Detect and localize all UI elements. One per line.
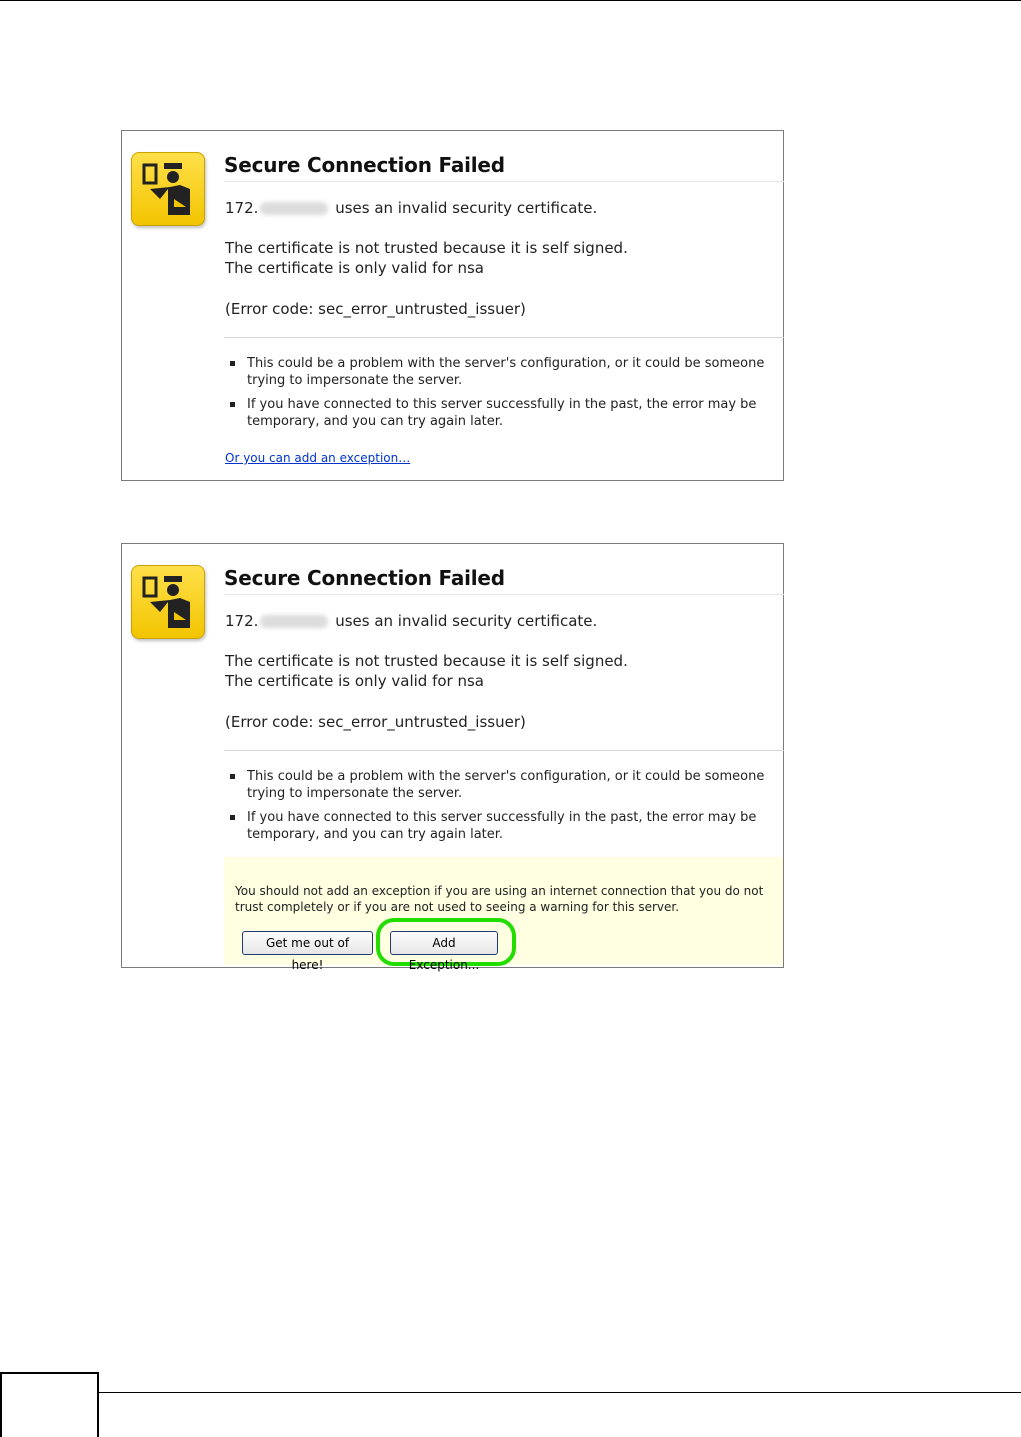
advice-list [225, 355, 775, 437]
section-divider [224, 750, 784, 751]
address-line [225, 198, 780, 218]
error-code: (Error code: sec_error_untrusted_issuer) [225, 300, 526, 318]
footer-page-box [0, 1372, 99, 1437]
page-top-rule [0, 0, 1021, 1]
page-title: Secure Connection Failed [224, 153, 784, 182]
error-panel-after [121, 543, 784, 972]
redacted-address [260, 202, 328, 215]
list-item-text: This could be a problem with the server's configuration, or it could be someone trying to impersonate the server. [247, 769, 765, 801]
reason-valid-for: The certificate is only valid for nsa [225, 259, 484, 277]
reason-block [225, 238, 780, 278]
address-message: uses an invalid security certificate. [335, 199, 598, 217]
officer-icon [131, 565, 205, 639]
get-me-out-button[interactable]: Get me out of here! [242, 931, 373, 955]
address-line [225, 611, 780, 631]
list-item [225, 396, 775, 430]
reason-valid-for: The certificate is only valid for nsa [225, 672, 484, 690]
list-item [225, 355, 775, 389]
footer-rule [99, 1392, 1021, 1393]
bullet-icon [230, 774, 235, 779]
list-item-text: If you have connected to this server successfully in the past, the error may be temporary, and you can try again later. [247, 397, 757, 429]
reason-block [225, 651, 780, 691]
error-code: (Error code: sec_error_untrusted_issuer) [225, 713, 526, 731]
list-item-text: This could be a problem with the server's configuration, or it could be someone trying to impersonate the server. [247, 356, 765, 388]
redacted-address [260, 615, 328, 628]
bullet-icon [230, 815, 235, 820]
list-item [225, 768, 775, 802]
officer-icon [131, 152, 205, 226]
list-item-text: If you have connected to this server successfully in the past, the error may be temporary, and you can try again later. [247, 810, 757, 842]
address-prefix: 172. [225, 199, 259, 217]
add-exception-link[interactable]: Or you can add an exception… [225, 451, 411, 465]
exception-warning: You should not add an exception if you are using an internet connection that you do not trust completely or if you are not used to seeing a warning for this server. [235, 884, 764, 914]
reason-self-signed: The certificate is not trusted because it is self signed. [225, 239, 628, 257]
list-item [225, 809, 775, 843]
bullet-icon [230, 361, 235, 366]
exception-box [224, 857, 783, 972]
address-prefix: 172. [225, 612, 259, 630]
page-title: Secure Connection Failed [224, 566, 784, 595]
advice-list [225, 768, 775, 850]
error-panel-before [121, 130, 784, 481]
bullet-icon [230, 402, 235, 407]
address-message: uses an invalid security certificate. [335, 612, 598, 630]
reason-self-signed: The certificate is not trusted because it is self signed. [225, 652, 628, 670]
add-exception-button[interactable]: Add Exception... [390, 931, 498, 955]
section-divider [224, 337, 784, 338]
